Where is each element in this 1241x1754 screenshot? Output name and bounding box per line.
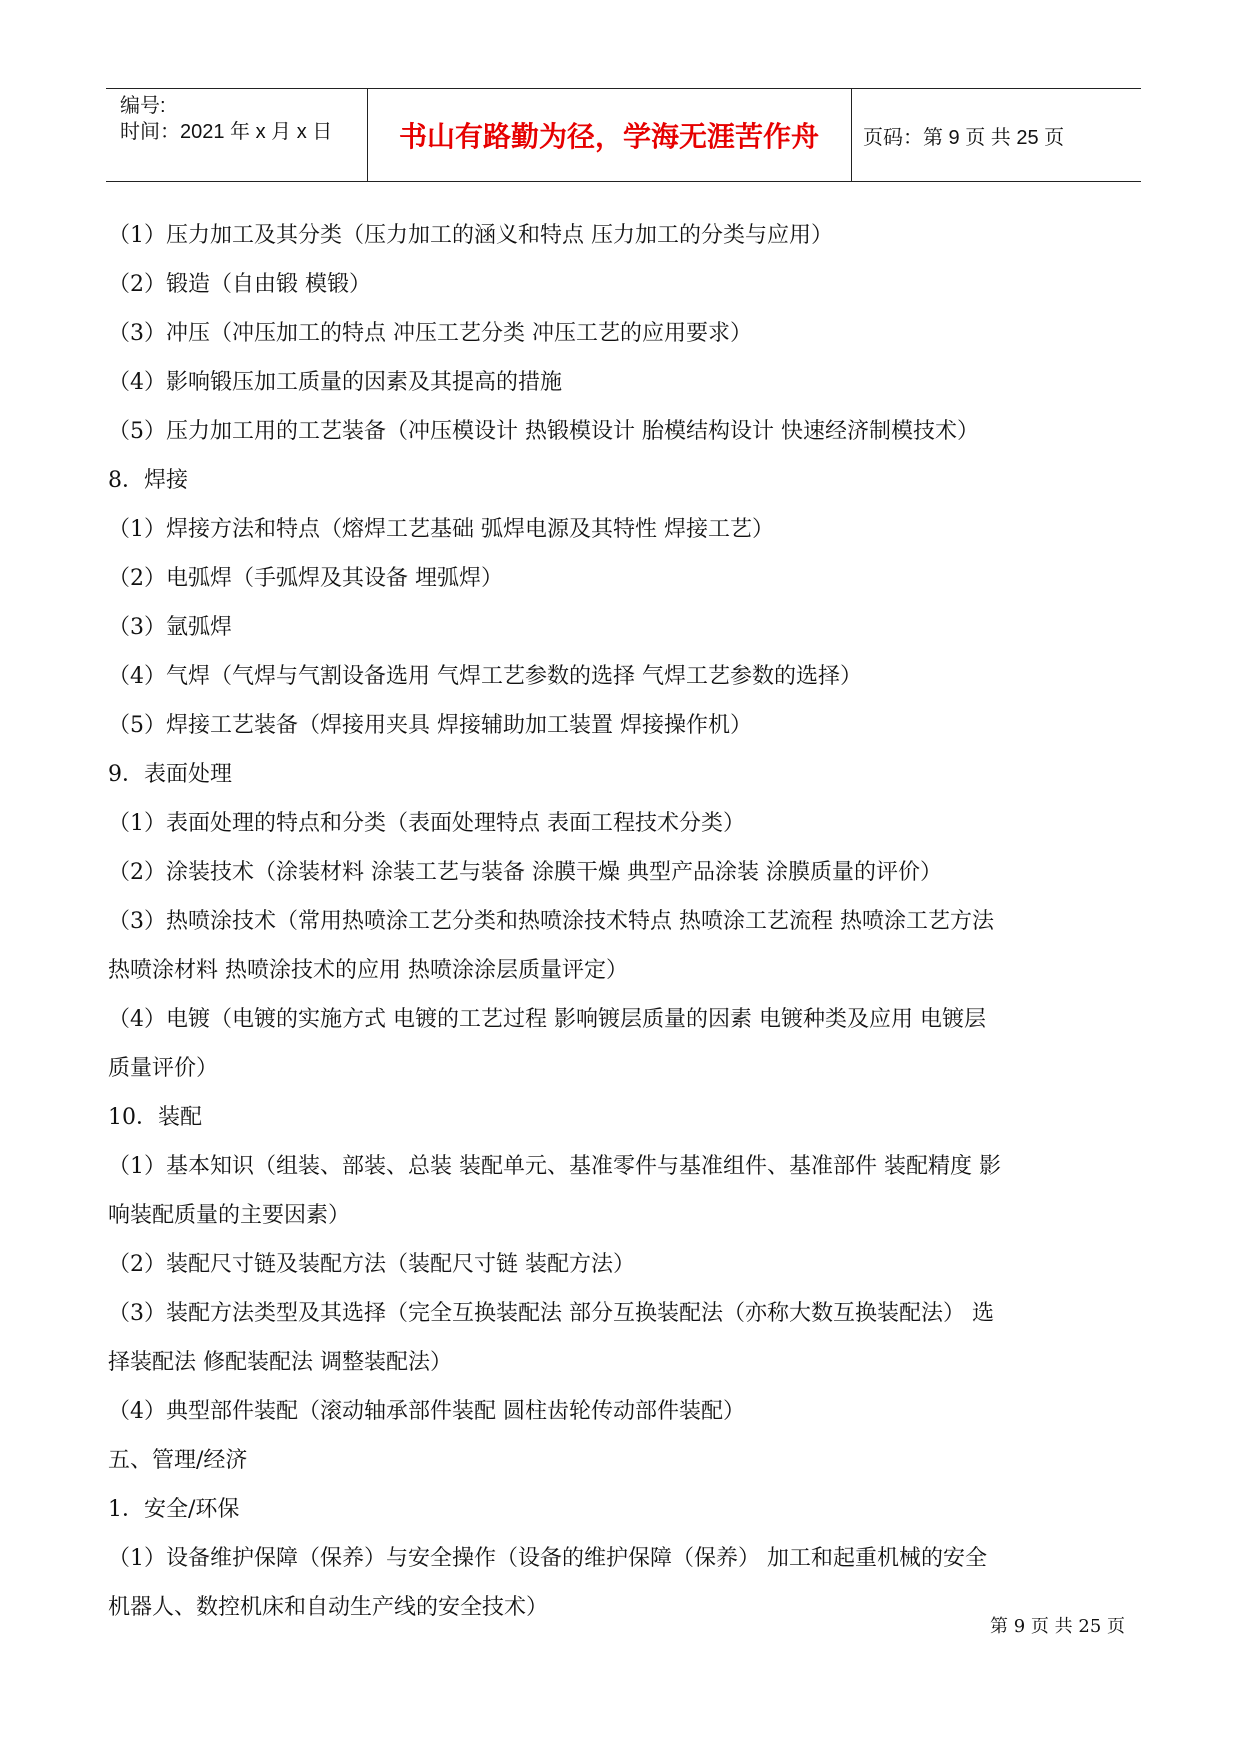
section-heading: 9．表面处理 — [108, 762, 232, 787]
text-line: （2）锻造（自由锻 模锻） — [108, 272, 371, 297]
text-line: 机器人、数控机床和自动生产线的安全技术） — [108, 1595, 549, 1620]
text-line: （3）冲压（冲压加工的特点 冲压工艺分类 冲压工艺的应用要求） — [108, 321, 752, 346]
text-line: （2）电弧焊（手弧焊及其设备 埋弧焊） — [108, 566, 503, 591]
text-line: （1）焊接方法和特点（熔焊工艺基础 弧焊电源及其特性 焊接工艺） — [108, 517, 774, 542]
text-line: （1）表面处理的特点和分类（表面处理特点 表面工程技术分类） — [108, 811, 745, 836]
text-line: （1）基本知识（组装、部装、总装 装配单元、基准零件与基准组件、基准部件 装配精度 影 — [108, 1154, 1001, 1179]
document-body — [108, 211, 1128, 1632]
section-heading: 8．焊接 — [108, 468, 188, 493]
text-line: （2）涂装技术（涂装材料 涂装工艺与装备 涂膜干燥 典型产品涂装 涂膜质量的评价） — [108, 860, 942, 885]
chapter-heading: 五、管理/经济 — [108, 1448, 248, 1473]
header-divider — [851, 89, 852, 181]
text-line: （4）电镀（电镀的实施方式 电镀的工艺过程 影响镀层质量的因素 电镀种类及应用 电镀层 — [108, 1007, 986, 1032]
doc-time-label: 时间：2021 年 x 月 x 日 — [120, 121, 333, 143]
text-line: （2）装配尺寸链及装配方法（装配尺寸链 装配方法） — [108, 1252, 635, 1277]
doc-number-label: 编号: — [120, 95, 166, 117]
text-line: 质量评价） — [108, 1056, 219, 1081]
section-heading: 10．装配 — [108, 1105, 202, 1130]
text-line: （4）影响锻压加工质量的因素及其提高的措施 — [108, 370, 562, 395]
page-footer: 第 9 页 共 25 页 — [990, 1616, 1125, 1637]
text-line: （1）设备维护保障（保养）与安全操作（设备的维护保障（保养） 加工和起重机械的安全 — [108, 1546, 987, 1571]
header-page-label: 页码：第 9 页 共 25 页 — [863, 126, 1065, 149]
text-line: （3）热喷涂技术（常用热喷涂工艺分类和热喷涂技术特点 热喷涂工艺流程 热喷涂工艺方法 — [108, 909, 994, 934]
text-line: 响装配质量的主要因素） — [108, 1203, 351, 1228]
text-line: 热喷涂材料 热喷涂技术的应用 热喷涂涂层质量评定） — [108, 958, 628, 983]
text-line: 择装配法 修配装配法 调整装配法） — [108, 1350, 452, 1375]
page-header — [106, 88, 1141, 182]
text-line: （3）装配方法类型及其选择（完全互换装配法 部分互换装配法（亦称大数互换装配法） 选 — [108, 1301, 994, 1326]
text-line: （5）压力加工用的工艺装备（冲压模设计 热锻模设计 胎模结构设计 快速经济制模技术） — [108, 419, 979, 444]
text-line: （4）气焊（气焊与气割设备选用 气焊工艺参数的选择 气焊工艺参数的选择） — [108, 664, 862, 689]
text-line: （5）焊接工艺装备（焊接用夹具 焊接辅助加工装置 焊接操作机） — [108, 713, 752, 738]
text-line: （1）压力加工及其分类（压力加工的涵义和特点 压力加工的分类与应用） — [108, 223, 833, 248]
text-line: （3）氩弧焊 — [108, 615, 232, 640]
header-motto: 书山有路勤为径，学海无涯苦作舟 — [398, 120, 819, 153]
section-heading: 1．安全/环保 — [108, 1497, 240, 1522]
text-line: （4）典型部件装配（滚动轴承部件装配 圆柱齿轮传动部件装配） — [108, 1399, 745, 1424]
